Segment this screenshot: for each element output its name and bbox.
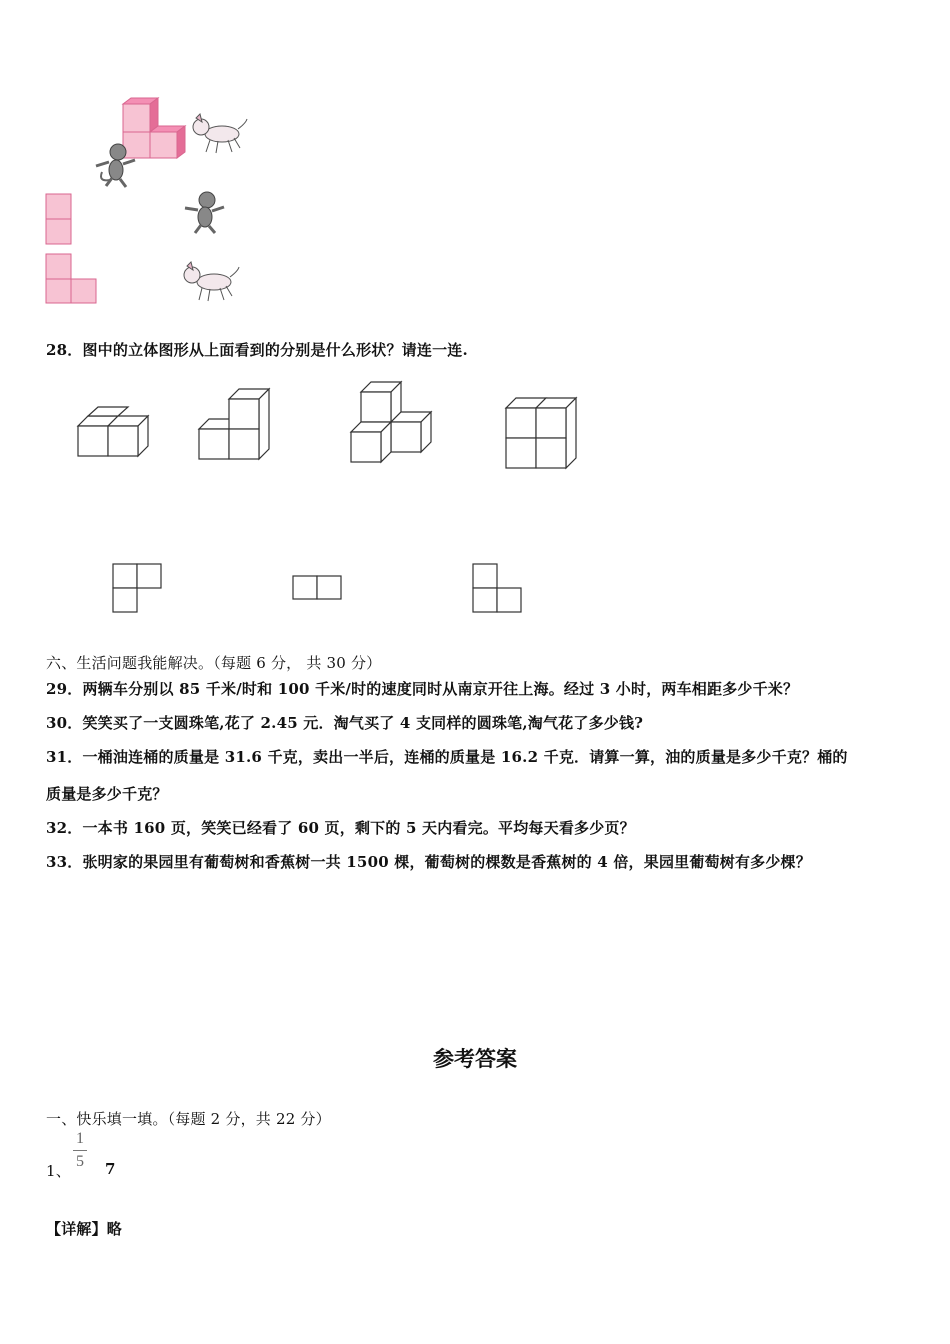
q28-solids (0, 370, 950, 630)
q31-text-line2: 质量是多少千克？ (46, 785, 168, 803)
q31-text-line1: 31．一桶油连桶的质量是 31.6 千克，卖出一半后，连桶的质量是 16.2 千克．请算一算，油的质量是多少千克？桶的 (46, 748, 848, 766)
monkey-icon (185, 192, 224, 233)
q33-text: 33．张明家的果园里有葡萄树和香蕉树一共 1500 棵，葡萄树的棵数是香蕉树的 4 倍，果园里葡萄树有多少棵？ (46, 853, 811, 871)
q29-text: 29．两辆车分别以 85 千米/时和 100 千米/时的速度同时从南京开往上海。经过 3 小时，两车相距多少千米？ (46, 680, 799, 698)
pink-cube-solid (123, 98, 185, 158)
solid-1 (78, 407, 148, 456)
view-option-b (46, 254, 96, 303)
dog-icon (184, 262, 239, 301)
solid-2 (199, 389, 269, 459)
answer-1-second: 7 (105, 1160, 116, 1178)
fraction-bar (73, 1150, 87, 1151)
solid-3 (351, 382, 431, 462)
solid-4 (506, 398, 576, 468)
fraction-denominator: 5 (76, 1153, 84, 1170)
q32-text: 32．一本书 160 页，笑笑已经看了 60 页，剩下的 5 天内看完。平均每天看多少页？ (46, 819, 635, 837)
q28-text: 28．图中的立体图形从上面看到的分别是什么形状？请连一连. (46, 341, 468, 359)
section6-heading: 六、生活问题我能解决。（每题 6 分， 共 30 分） (46, 654, 382, 672)
q30-text: 30．笑笑买了一支圆珠笔,花了 2.45 元．淘气买了 4 支同样的圆珠笔,淘气花了多少钱? (46, 714, 644, 732)
top-view-1 (113, 564, 161, 612)
top-view-2 (293, 576, 341, 599)
answers-title: 参考答案 (433, 1047, 517, 1071)
q27-cube-figure (0, 0, 950, 320)
view-option-a (46, 194, 71, 244)
answer-1-fraction (73, 1130, 87, 1171)
answer-1-detail: 【详解】略 (46, 1220, 123, 1238)
answers-section1-heading: 一、快乐填一填。（每题 2 分，共 22 分） (46, 1110, 331, 1128)
dog-icon (193, 114, 247, 153)
answer-1-prefix: 1、 (46, 1162, 71, 1180)
fraction-numerator: 1 (76, 1130, 84, 1147)
top-view-3 (473, 564, 521, 612)
